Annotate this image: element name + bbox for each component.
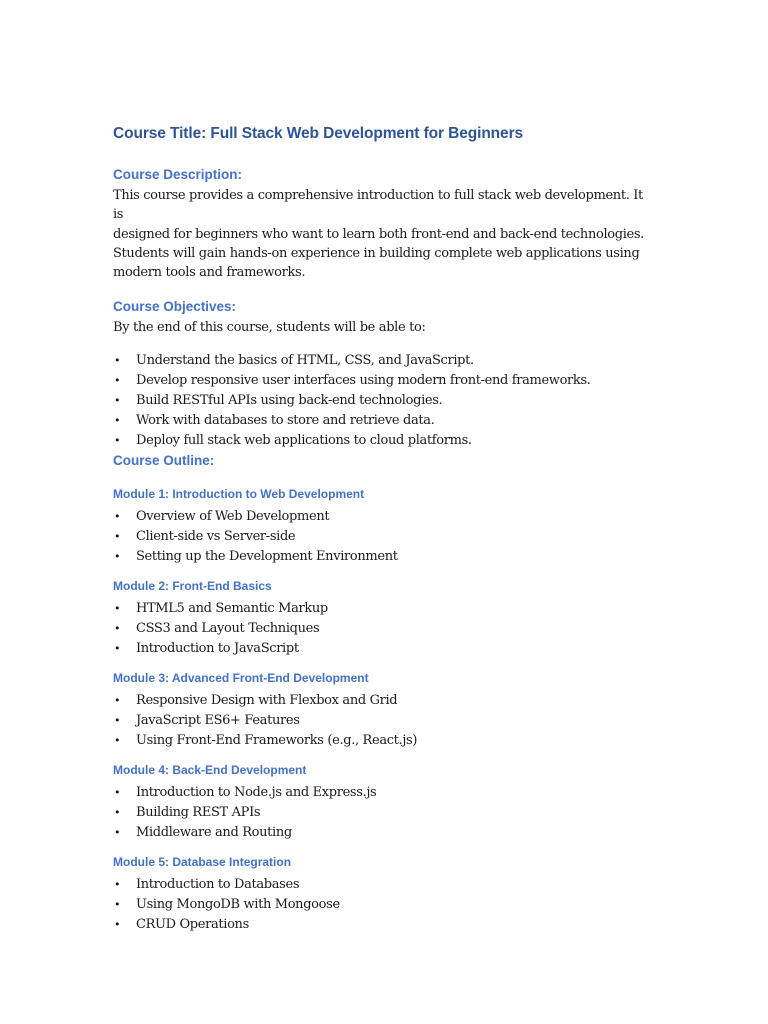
list-item-text: Understand the basics of HTML, CSS, and JavaScript. <box>136 352 474 368</box>
description-line: Students will gain hands-on experience in building complete web applications using <box>113 245 640 261</box>
list-item-text: CSS3 and Layout Techniques <box>136 620 320 636</box>
description-section <box>113 165 653 282</box>
bullet-icon: • <box>114 353 121 367</box>
description-line: modern tools and frameworks. <box>113 265 306 281</box>
list-item-text: JavaScript ES6+ Features <box>136 712 300 728</box>
module-topic-list <box>113 507 653 567</box>
bullet-icon: • <box>114 917 121 931</box>
list-item-text: Work with databases to store and retrieve data. <box>136 412 435 428</box>
module-title: Module 5: Database Integration <box>113 854 292 869</box>
bullet-icon: • <box>114 549 121 563</box>
module-1 <box>113 486 653 567</box>
objectives-section <box>113 297 653 450</box>
list-item-text: Introduction to JavaScript <box>136 640 299 656</box>
list-item <box>113 639 653 659</box>
bullet-icon: • <box>114 713 121 727</box>
list-item-text: HTML5 and Semantic Markup <box>136 600 328 616</box>
list-item <box>113 527 653 547</box>
list-item-text: Develop responsive user interfaces using modern front-end frameworks. <box>136 372 591 388</box>
list-item-text: Overview of Web Development <box>136 508 330 524</box>
list-item <box>113 875 653 895</box>
list-item <box>113 351 653 371</box>
module-title: Module 3: Advanced Front-End Development <box>113 670 369 685</box>
objectives-heading: Course Objectives: <box>113 299 237 315</box>
list-item <box>113 783 653 803</box>
bullet-icon: • <box>114 785 121 799</box>
bullet-icon: • <box>114 897 121 911</box>
list-item <box>113 431 653 451</box>
list-item <box>113 803 653 823</box>
module-3 <box>113 670 653 751</box>
bullet-icon: • <box>114 393 121 407</box>
list-item <box>113 895 653 915</box>
objectives-list <box>113 351 653 451</box>
list-item <box>113 823 653 843</box>
bullet-icon: • <box>114 805 121 819</box>
objectives-lead: By the end of this course, students will be able to: <box>113 320 426 336</box>
module-title: Module 2: Front-End Basics <box>113 578 272 593</box>
bullet-icon: • <box>114 413 121 427</box>
module-topic-list <box>113 783 653 843</box>
list-item <box>113 691 653 711</box>
list-item <box>113 711 653 731</box>
list-item-text: Client-side vs Server-side <box>136 528 296 544</box>
bullet-icon: • <box>114 601 121 615</box>
bullet-icon: • <box>114 621 121 635</box>
bullet-icon: • <box>114 877 121 891</box>
description-paragraph <box>113 186 653 282</box>
module-2 <box>113 578 653 659</box>
outline-heading: Course Outline: <box>113 452 215 468</box>
list-item <box>113 915 653 935</box>
module-title: Module 1: Introduction to Web Development <box>113 486 365 501</box>
bullet-icon: • <box>114 693 121 707</box>
list-item <box>113 731 653 751</box>
list-item-text: Middleware and Routing <box>136 824 292 840</box>
list-item-text: Deploy full stack web applications to cloud platforms. <box>136 432 472 448</box>
module-title: Module 4: Back-End Development <box>113 762 307 777</box>
bullet-icon: • <box>114 433 121 447</box>
module-topic-list <box>113 875 653 935</box>
list-item-text: Introduction to Node.js and Express.js <box>136 784 377 800</box>
list-item-text: CRUD Operations <box>136 916 249 932</box>
bullet-icon: • <box>114 509 121 523</box>
module-4 <box>113 762 653 843</box>
outline-section <box>113 451 653 935</box>
module-topic-list <box>113 599 653 659</box>
bullet-icon: • <box>114 529 121 543</box>
list-item-text: Build RESTful APIs using back-end technologies. <box>136 392 443 408</box>
list-item-text: Responsive Design with Flexbox and Grid <box>136 692 398 708</box>
list-item <box>113 547 653 567</box>
bullet-icon: • <box>114 373 121 387</box>
list-item <box>113 411 653 431</box>
bullet-icon: • <box>114 733 121 747</box>
module-topic-list <box>113 691 653 751</box>
document-page <box>113 122 653 946</box>
list-item-text: Using Front-End Frameworks (e.g., React.js) <box>136 732 418 748</box>
description-line: designed for beginners who want to learn both front-end and back-end technologies. <box>113 226 644 242</box>
description-line: This course provides a comprehensive introduction to full stack web development. It is <box>113 188 643 223</box>
bullet-icon: • <box>114 825 121 839</box>
course-title: Course Title: Full Stack Web Development for Beginners <box>113 125 524 142</box>
list-item <box>113 391 653 411</box>
list-item <box>113 371 653 391</box>
list-item <box>113 599 653 619</box>
module-5 <box>113 854 653 935</box>
list-item <box>113 619 653 639</box>
list-item-text: Using MongoDB with Mongoose <box>136 896 340 912</box>
bullet-icon: • <box>114 641 121 655</box>
list-item-text: Setting up the Development Environment <box>136 548 398 564</box>
list-item <box>113 507 653 527</box>
list-item-text: Introduction to Databases <box>136 876 300 892</box>
description-heading: Course Description: <box>113 167 243 182</box>
list-item-text: Building REST APIs <box>136 804 261 820</box>
